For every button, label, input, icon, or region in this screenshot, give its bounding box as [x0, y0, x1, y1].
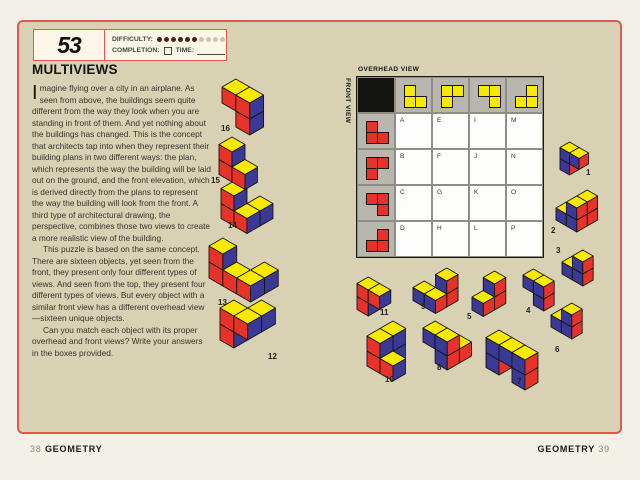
answer-cell-letter: J — [474, 153, 478, 160]
tromino-square — [441, 96, 453, 108]
tromino-shape — [515, 85, 537, 107]
overhead-view-cell — [395, 77, 432, 113]
tromino-square — [452, 85, 464, 97]
article-text-column — [32, 62, 211, 359]
block-figure-13 — [208, 237, 279, 303]
figure-number-6: 6 — [555, 345, 560, 354]
tromino-shape — [366, 157, 388, 179]
matrix-table — [356, 76, 544, 258]
answer-cell — [395, 149, 432, 185]
figure-number-3: 3 — [556, 246, 561, 255]
tromino-square — [489, 96, 501, 108]
answer-cell — [432, 185, 469, 221]
difficulty-dot — [171, 37, 176, 42]
completion-checkbox — [164, 47, 172, 55]
answer-cell-letter: G — [437, 189, 443, 196]
answer-cell-letter: K — [474, 189, 479, 196]
puzzle-header-box — [33, 29, 227, 61]
block-figure-1 — [559, 141, 590, 176]
block-figure-7 — [485, 329, 539, 391]
answer-cell-letter: D — [400, 225, 405, 232]
block-figure-12 — [219, 299, 276, 349]
tromino-square — [366, 168, 378, 180]
tromino-square — [377, 240, 389, 252]
front-view-cell — [357, 185, 395, 221]
figure-number-9: 9 — [421, 302, 426, 311]
paragraph-3: Can you match each object with its proper overhead and front views? Write your answers in the boxes provided. — [32, 324, 203, 358]
tromino-shape — [366, 193, 388, 215]
block-figure-8 — [422, 320, 472, 371]
page-number-left: 38 — [30, 444, 42, 454]
paragraph-2: This puzzle is based on the same concept. There are sixteen objects, yet seen from the front, they present only four different types of views. And seen from the top, they present four different types of views. But every object with a similar front view has a different overhead view—sixteen unique objects. — [32, 244, 206, 323]
front-view-cell — [357, 113, 395, 149]
answer-cell — [506, 113, 543, 149]
tromino-square — [377, 157, 389, 169]
answer-cell — [395, 221, 432, 257]
figure-number-15: 15 — [211, 176, 220, 185]
figure-number-14: 14 — [228, 221, 237, 230]
figure-number-5: 5 — [467, 312, 472, 321]
answer-cell-letter: A — [400, 117, 405, 124]
figure-number-16: 16 — [221, 124, 230, 133]
tromino-shape — [404, 85, 426, 107]
tromino-shape — [441, 85, 463, 107]
answer-cell — [469, 221, 506, 257]
footer-left — [30, 444, 103, 454]
answer-cell-letter: I — [474, 117, 476, 124]
answer-cell-letter: N — [511, 153, 516, 160]
footer-right — [537, 444, 610, 454]
answer-cell — [506, 149, 543, 185]
answer-cell-letter: C — [400, 189, 405, 196]
page-number-right: 39 — [598, 444, 610, 454]
paragraph-1: Imagine flying over a city in an airplane. As seen from above, the buildings seem quite different from the way they look when you are standing in front of them. And yet nothing about the buildings has changed. This is the concept that architects tap into when they represent their building plans in two different ways: the plan, which represents the way the building will be laid out on the ground, and the front elevation, which is derived directly from the plans to represent the way the building will look from the front. A third type of architectural drawing, the perspective, combines those two views to create a more realistic view of the building. — [32, 82, 211, 243]
block-figure-9 — [412, 267, 459, 315]
overhead-view-cell — [432, 77, 469, 113]
figure-number-1: 1 — [586, 168, 591, 177]
figure-number-7: 7 — [517, 377, 522, 386]
tromino-square — [526, 96, 538, 108]
figure-number-13: 13 — [218, 298, 227, 307]
figure-number-4: 4 — [526, 306, 531, 315]
answer-cell — [432, 113, 469, 149]
completion-label: COMPLETION: — [112, 47, 160, 54]
answer-cell — [506, 185, 543, 221]
answer-cell-letter: B — [400, 153, 405, 160]
difficulty-dot — [206, 37, 211, 42]
answer-cell-letter: H — [437, 225, 442, 232]
difficulty-dot — [164, 37, 169, 42]
tromino-square — [415, 96, 427, 108]
block-figure-15 — [218, 136, 259, 191]
answer-cell-letter: P — [511, 225, 516, 232]
answer-cell — [506, 221, 543, 257]
block-figure-3 — [561, 249, 594, 287]
front-view-cell — [357, 221, 395, 257]
answer-cell-letter: M — [511, 117, 517, 124]
answer-cell — [469, 149, 506, 185]
tromino-square — [377, 204, 389, 216]
answer-cell — [469, 185, 506, 221]
overhead-view-label: OVERHEAD VIEW — [358, 66, 420, 73]
page-title: MULTIVIEWS — [32, 62, 118, 77]
figure-number-10: 10 — [385, 375, 394, 384]
puzzle-number: 53 — [57, 31, 81, 58]
overhead-view-cell — [506, 77, 543, 113]
tromino-shape — [478, 85, 500, 107]
block-figure-6 — [550, 302, 583, 340]
tromino-square — [377, 132, 389, 144]
answer-cell — [395, 185, 432, 221]
tromino-shape — [366, 229, 388, 251]
answer-cell-letter: L — [474, 225, 478, 232]
completion-row — [112, 45, 226, 56]
difficulty-row — [112, 34, 226, 45]
figure-number-8: 8 — [437, 363, 442, 372]
answer-cell — [432, 221, 469, 257]
difficulty-label: DIFFICULTY: — [112, 36, 153, 43]
puzzle-meta — [105, 34, 226, 56]
difficulty-dots — [157, 37, 225, 42]
front-view-label: FRONT VIEW — [344, 78, 351, 124]
answer-cell-letter: F — [437, 153, 441, 160]
chapter-label-left: GEOMETRY — [44, 444, 103, 454]
difficulty-dot — [157, 37, 162, 42]
block-figure-10 — [366, 320, 407, 382]
answer-cell — [395, 113, 432, 149]
time-blank-line — [197, 47, 225, 55]
block-figure-5 — [471, 270, 507, 318]
chapter-label-right: GEOMETRY — [537, 444, 596, 454]
difficulty-dot — [178, 37, 183, 42]
time-label: TIME: — [175, 47, 195, 54]
answer-cell — [432, 149, 469, 185]
dropcap: I — [32, 82, 38, 104]
block-figure-2 — [555, 189, 599, 233]
figure-number-2: 2 — [551, 226, 556, 235]
answer-cell-letter: O — [511, 189, 517, 196]
answer-cell-letter: E — [437, 117, 442, 124]
difficulty-dot — [199, 37, 204, 42]
tromino-shape — [366, 121, 388, 143]
answer-cell — [469, 113, 506, 149]
front-view-cell — [357, 149, 395, 185]
difficulty-dot — [213, 37, 218, 42]
difficulty-dot — [185, 37, 190, 42]
difficulty-dot — [220, 37, 225, 42]
matrix-corner-cell — [357, 77, 395, 113]
difficulty-dot — [192, 37, 197, 42]
figure-number-11: 11 — [380, 308, 389, 317]
overhead-view-cell — [469, 77, 506, 113]
figure-number-12: 12 — [268, 352, 277, 361]
